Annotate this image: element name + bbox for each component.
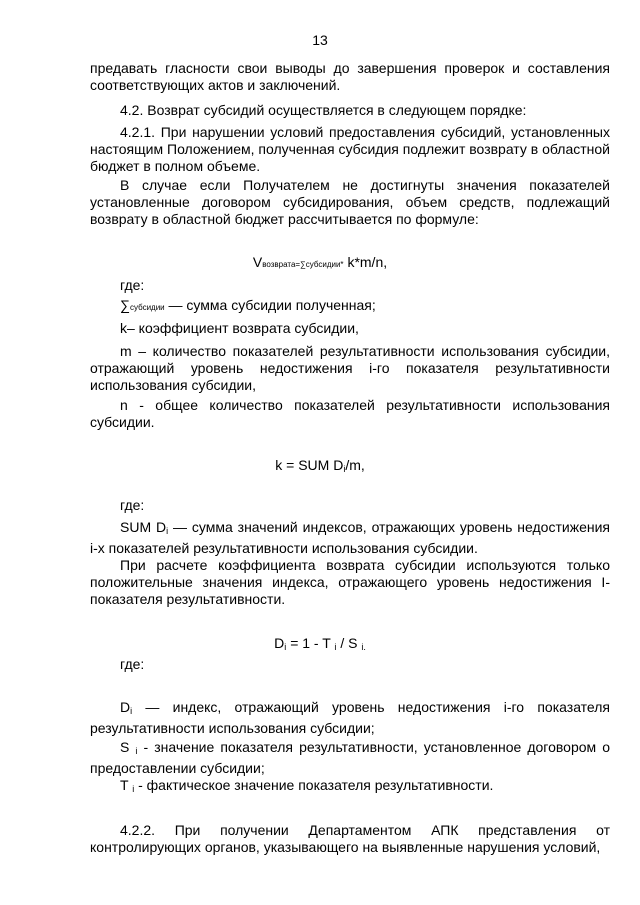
- sumd-i: i: [166, 526, 169, 536]
- d-definition: [90, 699, 610, 737]
- s-definition: [90, 739, 610, 777]
- sum-definition: [90, 297, 610, 316]
- formula-d-i: i: [284, 642, 287, 652]
- sum-symbol: ∑: [120, 297, 130, 313]
- formula-eq-sum: =∑: [295, 260, 306, 269]
- d-description: — индекс, отражающий уровень недостижения i-го показателя результативности использования субсидии;: [90, 699, 610, 736]
- sumd-definition: [90, 519, 610, 557]
- sum-label: субсидии: [129, 303, 165, 312]
- t-definition: [90, 777, 610, 798]
- formula-v-sub: возврата: [262, 260, 296, 269]
- t-description: - фактическое значение показателя результативности.: [138, 777, 494, 793]
- paragraph-4-2-2: 4.2.2. При получении Департаментом АПК представления от контролирующих органов, указывающего на выявленные нарушения условий,: [90, 822, 610, 855]
- s-i: i: [135, 746, 138, 756]
- where-label-2: где:: [120, 497, 145, 513]
- paragraph-4-2: 4.2. Возврат субсидий осуществляется в следующем порядке:: [120, 102, 527, 118]
- formula-rest: k*m/n,: [347, 254, 388, 270]
- s-description: - значение показателя результативности, установленное договором о предоставлении субсидии;: [90, 739, 611, 776]
- where-label-1: где:: [120, 277, 145, 293]
- formula-sum-sub: субсидии: [305, 260, 341, 269]
- formula-k: [0, 457, 640, 474]
- formula-k-rest: /m,: [345, 457, 365, 473]
- paragraph-continuation: предавать гласности свои выводы до завершения проверок и составления соответствующих актов и заключений.: [90, 60, 610, 93]
- t-label: T: [120, 777, 129, 793]
- formula-refund: [0, 254, 640, 270]
- formula-v: V: [252, 254, 263, 270]
- m-definition: m – количество показателей результативности использования субсидии, отражающий уровень недостижения i-го показателя результативности использования субсидии,: [90, 343, 610, 393]
- formula-mult: *: [340, 260, 344, 269]
- k-definition: k– коэффициент возврата субсидии,: [120, 320, 359, 336]
- formula-k-i: i: [343, 464, 346, 474]
- positive-values-note: При расчете коэффициента возврата субсидии используются только положительные значения индекса, отражающего уровень недостижения I-показателя результативности.: [90, 557, 610, 607]
- s-label: S: [120, 739, 130, 755]
- d-i: i: [130, 706, 133, 716]
- formula-k-left: k = SUM D: [275, 457, 344, 473]
- sumd-label: SUM D: [120, 519, 167, 535]
- t-i: i: [132, 784, 135, 794]
- paragraph-formula-intro: В случае если Получателем не достигнуты значения показателей установленные договором субсидирования, объем средств, подлежащий возврату в областной бюджет рассчитывается по формуле:: [90, 177, 610, 227]
- formula-d: [0, 635, 640, 652]
- sum-description: — сумма субсидии полученная;: [168, 297, 376, 313]
- formula-d-i3: i.: [361, 642, 366, 652]
- formula-d-label: D: [274, 635, 285, 651]
- d-label: D: [120, 699, 131, 715]
- page-number: 13: [312, 32, 328, 48]
- formula-d-slash: / S: [340, 635, 358, 651]
- where-label-3: где:: [120, 656, 145, 672]
- n-definition: n - общее количество показателей результативности использования субсидии.: [90, 397, 610, 430]
- paragraph-4-2-1: 4.2.1. При нарушении условий предоставления субсидий, установленных настоящим Положением, полученная субсидия подлежит возврату в областной бюджет в полном объеме.: [90, 124, 610, 174]
- formula-d-mid: = 1 - T: [290, 635, 331, 651]
- formula-d-i2: i: [334, 642, 337, 652]
- sumd-description: — сумма значений индексов, отражающих уровень недостижения i-х показателей результативности использования субсидии.: [90, 519, 610, 556]
